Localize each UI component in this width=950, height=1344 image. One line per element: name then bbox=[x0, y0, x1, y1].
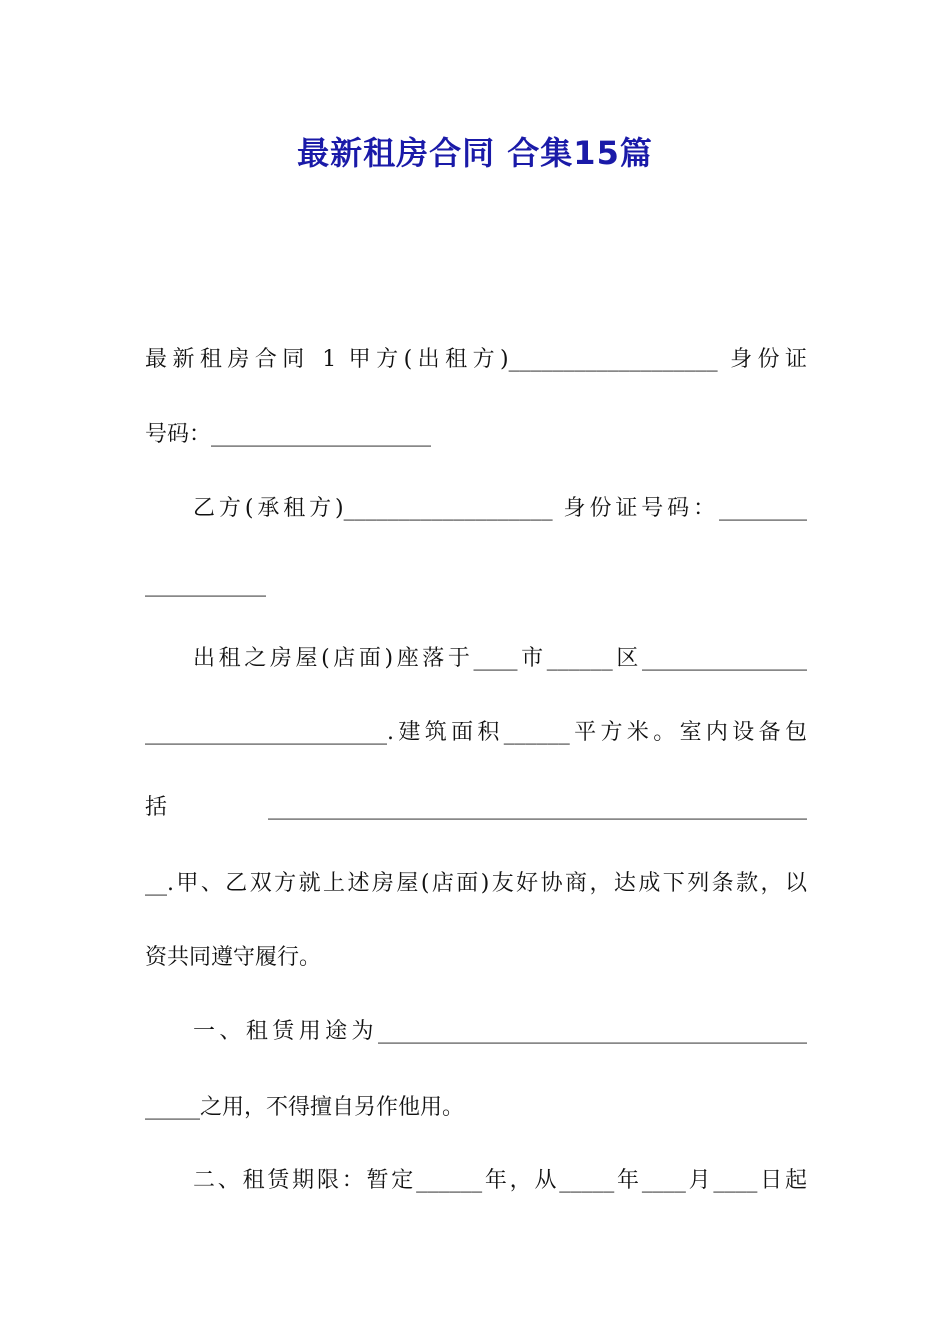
paragraph-line-7: 括_________________________________________________ bbox=[145, 795, 807, 820]
paragraph-line-11: _____之用，不得擅自另作他用。 bbox=[145, 1095, 465, 1120]
paragraph-line-8: __.甲、乙双方就上述房屋(店面)友好协商，达成下列条款，以 bbox=[145, 871, 807, 896]
paragraph-line-9: 资共同遵守履行。 bbox=[145, 945, 322, 970]
paragraph-line-12: 二、租赁期限：暂定______年，从_____年____月____日起 bbox=[193, 1168, 807, 1193]
paragraph-line-4: ___________ bbox=[145, 572, 266, 597]
document-title: 最新租房合同 合集15篇 bbox=[297, 134, 653, 172]
paragraph-line-2: 号码：____________________ bbox=[145, 422, 432, 447]
paragraph-line-6: ______________________.建筑面积______平方米。室内设备包 bbox=[145, 720, 807, 745]
paragraph-line-1: 最新租房合同 1 甲方(出租方)___________________ 身份证 bbox=[145, 347, 807, 372]
paragraph-line-5: 出租之房屋(店面)座落于____市______区_______________ bbox=[193, 646, 807, 671]
paragraph-line-3: 乙方(承租方)___________________ 身份证号码：________ bbox=[193, 496, 807, 521]
paragraph-line-10: 一、租赁用途为_______________________________________ bbox=[193, 1019, 807, 1044]
